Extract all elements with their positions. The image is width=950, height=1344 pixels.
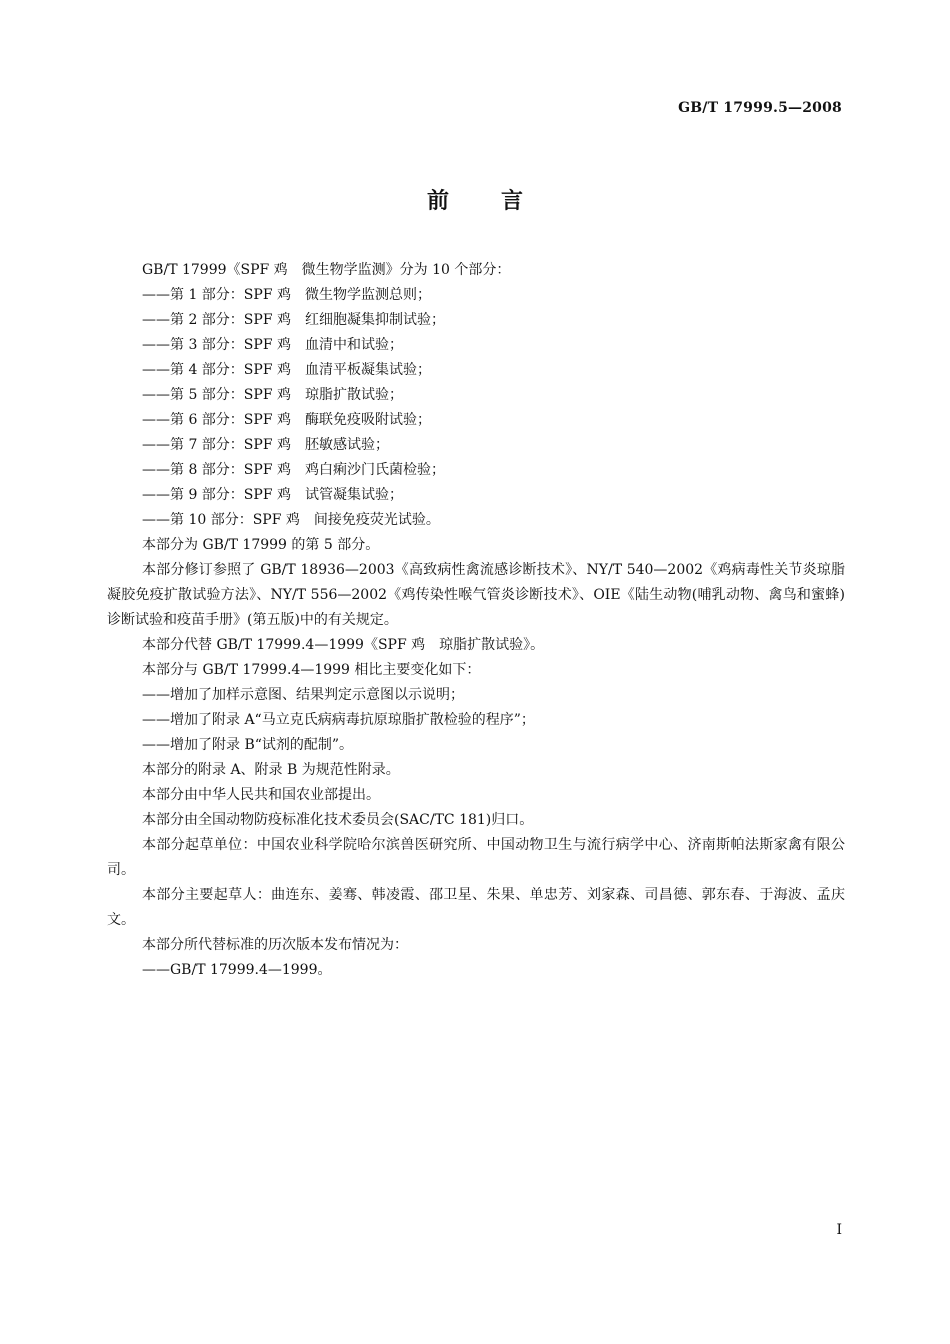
part-list-item: ——第 8 部分：SPF 鸡 鸡白痢沙门氏菌检验； <box>142 462 445 478</box>
part-list-item: ——第 5 部分：SPF 鸡 琼脂扩散试验； <box>142 387 403 403</box>
part-list-item: ——第 2 部分：SPF 鸡 红细胞凝集抑制试验； <box>142 312 445 328</box>
change-list-item: ——增加了附录 A“马立克氏病病毒抗原琼脂扩散检验的程序”； <box>142 712 535 728</box>
history-list-item: ——GB/T 17999.4—1999。 <box>142 962 332 978</box>
intro-paragraph: GB/T 17999《SPF 鸡 微生物学监测》分为 10 个部分： <box>142 262 511 278</box>
drafting-units-paragraph: 本部分起草单位：中国农业科学院哈尔滨兽医研究所、中国动物卫生与流行病学中心、济南斯帕法斯家禽有限公司。 <box>107 837 845 878</box>
change-list-item: ——增加了加样示意图、结果判定示意图以示说明； <box>142 687 464 703</box>
part-list-item: ——第 6 部分：SPF 鸡 酶联免疫吸附试验； <box>142 412 431 428</box>
standard-number-header: GB/T 17999.5—2008 <box>678 100 842 116</box>
part-list-item: ——第 9 部分：SPF 鸡 试管凝集试验； <box>142 487 403 503</box>
centralized-paragraph: 本部分由全国动物防疫标准化技术委员会(SAC/TC 181)归口。 <box>142 812 534 828</box>
part-statement-paragraph: 本部分为 GB/T 17999 的第 5 部分。 <box>142 537 380 553</box>
annex-paragraph: 本部分的附录 A、附录 B 为规范性附录。 <box>142 762 400 778</box>
foreword-body <box>107 258 845 983</box>
part-list-item: ——第 10 部分：SPF 鸡 间接免疫荧光试验。 <box>142 512 440 528</box>
page-number: I <box>836 1222 842 1238</box>
page-title: 前言 <box>426 188 575 214</box>
drafters-paragraph: 本部分主要起草人：曲连东、姜骞、韩凌霞、邵卫星、朱果、单忠芳、刘家森、司昌德、郭东春、于海波、孟庆文。 <box>107 887 845 928</box>
part-list-item: ——第 4 部分：SPF 鸡 血清平板凝集试验； <box>142 362 431 378</box>
part-list-item: ——第 3 部分：SPF 鸡 血清中和试验； <box>142 337 403 353</box>
history-paragraph: 本部分所代替标准的历次版本发布情况为： <box>142 937 408 953</box>
part-list-item: ——第 1 部分：SPF 鸡 微生物学监测总则； <box>142 287 431 303</box>
replaces-paragraph: 本部分代替 GB/T 17999.4—1999《SPF 鸡 琼脂扩散试验》。 <box>142 637 545 653</box>
references-paragraph: 本部分修订参照了 GB/T 18936—2003《高致病性禽流感诊断技术》、NY/T 540—2002《鸡病毒性关节炎琼脂凝胶免疫扩散试验方法》、NY/T 556—2002《鸡传染性喉气管炎诊断技术》、OIE《陆生动物(哺乳动物、禽鸟和蜜蜂)诊断试验和疫苗手册》(第五版)中的有关规定。 <box>107 562 845 628</box>
proposer-paragraph: 本部分由中华人民共和国农业部提出。 <box>142 787 380 803</box>
changes-intro-paragraph: 本部分与 GB/T 17999.4—1999 相比主要变化如下： <box>142 662 481 678</box>
change-list-item: ——增加了附录 B“试剂的配制”。 <box>142 737 354 753</box>
part-list-item: ——第 7 部分：SPF 鸡 胚敏感试验； <box>142 437 389 453</box>
